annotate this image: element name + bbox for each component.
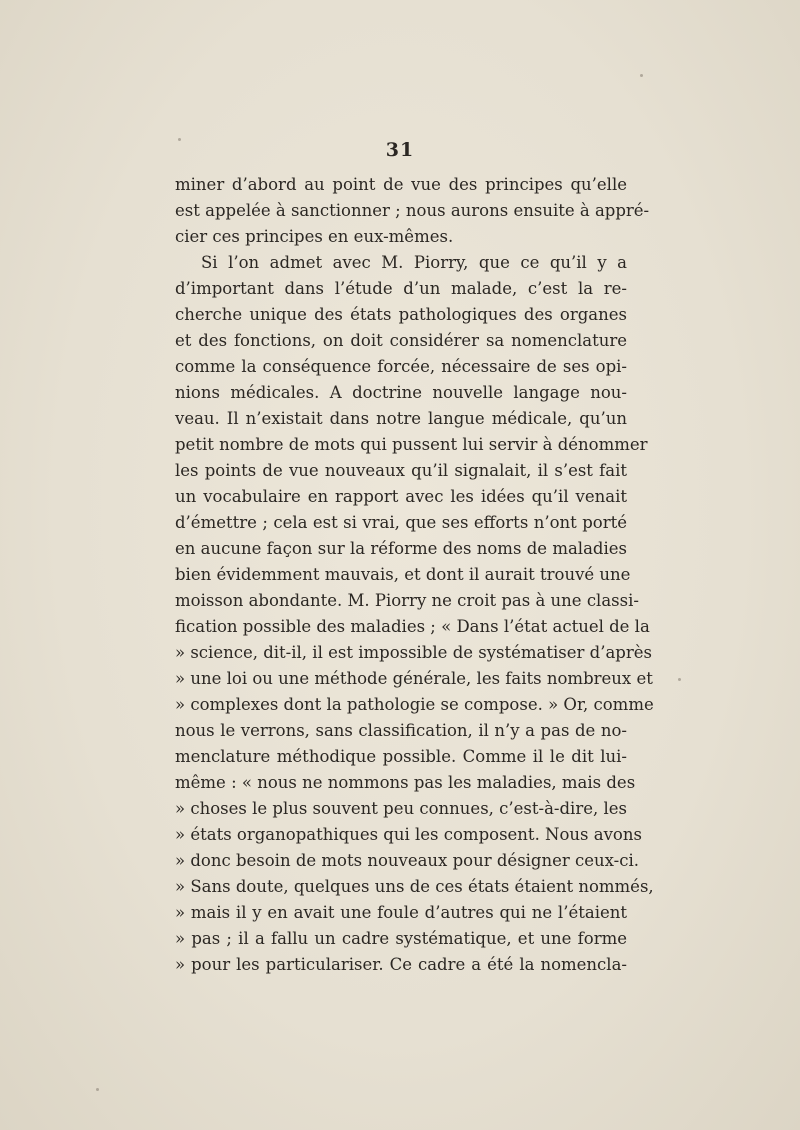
text-line: les points de vue nouveaux qu’il signalait, il s’est fait: [175, 461, 627, 480]
text-line: un vocabulaire en rapport avec les idées qu’il venait: [175, 487, 627, 506]
text-line: en aucune façon sur la réforme des noms de maladies: [175, 539, 627, 558]
text-line: et des fonctions, on doit considérer sa nomenclature: [175, 331, 627, 350]
page-number: 31: [385, 139, 415, 161]
paper-speck: [640, 74, 643, 77]
text-line: nions médicales. A doctrine nouvelle langage nou-: [175, 383, 627, 402]
text-line: menclature méthodique possible. Comme il le dit lui-: [175, 747, 627, 766]
text-line: » Sans doute, quelques uns de ces états étaient nommés,: [175, 877, 654, 896]
text-line: » mais il y en avait une foule d’autres qui ne l’étaient: [175, 903, 627, 922]
text-line: » états organopathiques qui les composent. Nous avons: [175, 825, 642, 844]
text-line: fication possible des maladies ; « Dans l’état actuel de la: [175, 617, 650, 636]
paper-speck: [678, 678, 681, 681]
paper-speck: [96, 1088, 99, 1091]
text-line: cier ces principes en eux-mêmes.: [175, 227, 454, 246]
paper-speck: [178, 138, 181, 141]
text-line: nous le verrons, sans classification, il n’y a pas de no-: [175, 721, 627, 740]
text-line: miner d’abord au point de vue des principes qu’elle: [175, 175, 627, 194]
text-line: » donc besoin de mots nouveaux pour désigner ceux-ci.: [175, 851, 640, 870]
text-line: bien évidemment mauvais, et dont il aurait trouvé une: [175, 565, 631, 584]
text-line: même : « nous ne nommons pas les maladies, mais des: [175, 773, 636, 792]
text-line: Si l’on admet avec M. Piorry, que ce qu’il y a: [201, 253, 627, 272]
text-line: » pas ; il a fallu un cadre systématique, et une forme: [175, 929, 627, 948]
text-line: comme la conséquence forcée, nécessaire de ses opi-: [175, 357, 627, 376]
text-line: est appelée à sanctionner ; nous aurons ensuite à appré-: [175, 201, 650, 220]
text-line: » complexes dont la pathologie se compose. » Or, comme: [175, 695, 654, 714]
text-line: » pour les particulariser. Ce cadre a été la nomencla-: [175, 955, 627, 974]
text-line: petit nombre de mots qui pussent lui servir à dénommer: [175, 435, 648, 454]
text-line: » choses le plus souvent peu connues, c’est-à-dire, les: [175, 799, 627, 818]
text-line: moisson abondante. M. Piorry ne croit pas à une classi-: [175, 591, 639, 610]
text-line: veau. Il n’existait dans notre langue médicale, qu’un: [175, 409, 627, 428]
body-text: [175, 172, 654, 978]
text-line: d’émettre ; cela est si vrai, que ses efforts n’ont porté: [175, 513, 627, 532]
text-line: » une loi ou une méthode générale, les faits nombreux et: [175, 669, 653, 688]
text-line: » science, dit-il, il est impossible de systématiser d’après: [175, 643, 652, 662]
text-line: cherche unique des états pathologiques des organes: [175, 305, 627, 324]
text-line: d’important dans l’étude d’un malade, c’est la re-: [175, 279, 627, 298]
